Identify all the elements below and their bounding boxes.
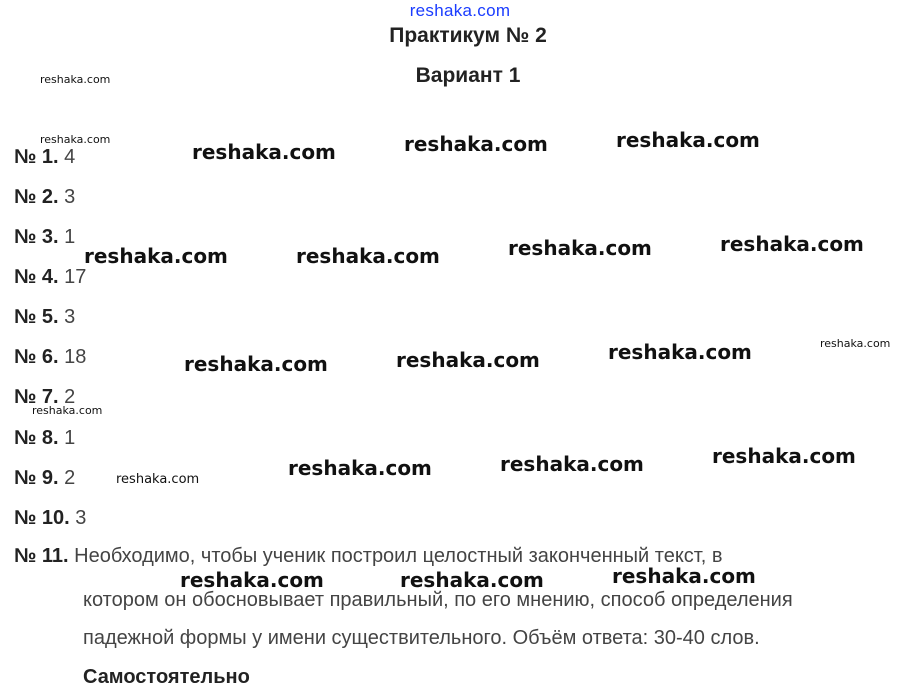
watermark: reshaka.com [820,337,891,350]
variant-title: Вариант 1 [415,64,521,87]
watermark: reshaka.com [508,236,652,260]
answer-value: 3 [75,507,87,529]
answer-4 [14,266,86,289]
answer-8 [14,427,75,450]
watermark: reshaka.com [720,232,864,256]
answer-value: 2 [64,386,76,408]
answer-number: № 8. [14,427,59,449]
watermark: reshaka.com [84,244,228,268]
answer-11-line-2: котором он обосновывает правильный, по его мнению, способ определения [83,589,793,611]
answer-6 [14,346,86,369]
answer-11-line-3: падежной формы у имени существительного. Объём ответа: 30-40 слов. [83,627,760,649]
watermark: reshaka.com [616,128,760,152]
answer-number: № 11. [14,545,69,567]
watermark: reshaka.com [612,564,756,588]
answer-value: 2 [64,467,76,489]
watermark: reshaka.com [396,348,540,372]
answer-3 [14,226,75,249]
answer-number: № 7. [14,386,59,408]
answer-5 [14,306,75,329]
site-header-link[interactable]: reshaka.com [409,1,511,20]
answer-2 [14,186,75,209]
answer-11-line-1: Необходимо, чтобы ученик построил целостный законченный текст, в [74,545,723,567]
answer-number: № 1. [14,146,59,168]
answer-number: № 9. [14,467,59,489]
watermark: reshaka.com [500,452,644,476]
answer-9 [14,467,75,490]
answer-number: № 6. [14,346,59,368]
answer-10 [14,507,86,530]
watermark: reshaka.com [184,352,328,376]
watermark: reshaka.com [192,140,336,164]
answer-value: 3 [64,186,76,208]
watermark: reshaka.com [400,568,544,592]
watermark: reshaka.com [608,340,752,364]
answer-number: № 10. [14,507,70,529]
watermark: reshaka.com [180,568,324,592]
answer-value: 18 [64,346,87,368]
answer-value: 1 [64,226,76,248]
answer-number: № 3. [14,226,59,248]
answer-1 [14,146,75,169]
page-title: Практикум № 2 [389,24,547,47]
answer-number: № 5. [14,306,59,328]
watermark: reshaka.com [288,456,432,480]
answer-value: 3 [64,306,76,328]
watermark: reshaka.com [32,404,103,417]
answer-value: 1 [64,427,76,449]
answer-number: № 2. [14,186,59,208]
watermark: reshaka.com [712,444,856,468]
note-independently: Самостоятельно [83,666,250,688]
watermark: reshaka.com [40,73,111,86]
watermark: reshaka.com [404,132,548,156]
answer-value: 17 [64,266,87,288]
watermark: reshaka.com [116,472,200,487]
answer-number: № 4. [14,266,59,288]
watermark: reshaka.com [296,244,440,268]
watermark: reshaka.com [40,133,111,146]
answer-value: 4 [64,146,76,168]
